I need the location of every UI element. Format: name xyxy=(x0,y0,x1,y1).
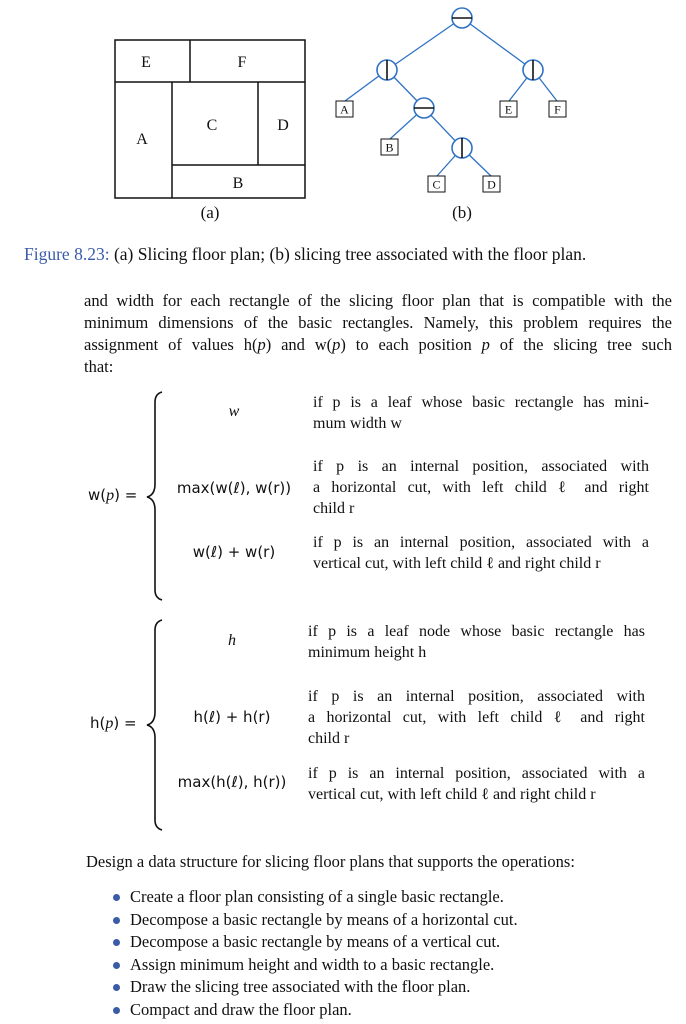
figure-number: Figure 8.23: xyxy=(24,244,110,264)
leaf-label-e: E xyxy=(504,102,513,117)
subfigure-label-b: (b) xyxy=(452,203,472,222)
leaf-label-f: F xyxy=(554,102,561,117)
h-case2-cond: if p is an internal position, associated with a horizontal cut, with left child ℓ and right child r xyxy=(308,688,645,747)
w-case2-expr: max(w(ℓ), w(r)) xyxy=(176,479,292,497)
h-brace xyxy=(147,620,162,830)
leaf-label-a: A xyxy=(340,102,349,117)
plan-label-a: A xyxy=(136,131,148,148)
w-case1-cond: if p is a leaf whose basic rectangle has mini- mum width w xyxy=(313,394,649,432)
h-case3-expr: max(h(ℓ), h(r)) xyxy=(177,773,287,791)
h-case1-cond: if p is a leaf node whose basic rectangle has minimum height h xyxy=(308,623,645,661)
leaf-label-b: B xyxy=(385,140,394,155)
plan-label-f: F xyxy=(237,54,247,71)
caption-text: (a) Slicing floor plan; (b) slicing tree associated with the floor plan. xyxy=(113,244,587,264)
w-brace xyxy=(147,392,162,600)
list-item: Decompose a basic rectangle by means of a vertical cut. xyxy=(112,931,518,954)
list-item: Compact and draw the floor plan. xyxy=(112,999,518,1022)
subfigure-label-a: (a) xyxy=(200,203,220,222)
plan-label-e: E xyxy=(141,54,151,71)
list-item: Create a floor plan consisting of a single basic rectangle. xyxy=(112,886,518,909)
plan-label-b: B xyxy=(232,175,244,192)
design-intro: Design a data structure for slicing floor plans that supports the operations: xyxy=(86,852,575,871)
paragraph-line-4: that: xyxy=(84,357,114,376)
w-case3-cond: if p is an internal position, associated with a vertical cut, with left child ℓ and right child r xyxy=(313,534,649,572)
leaf-label-d: D xyxy=(487,177,496,192)
w-case3-expr: w(ℓ) + w(r) xyxy=(192,543,276,561)
paragraph-line-1: and width for each rectangle of the slicing floor plan that is compatible with the xyxy=(84,291,672,310)
h-case1-expr: h xyxy=(228,632,236,649)
paragraph-line-3: assignment of values h(p) and w(p) to each position p of the slicing tree such xyxy=(84,335,673,354)
h-case2-expr: h(ℓ) + h(r) xyxy=(193,708,271,726)
leaf-label-c: C xyxy=(432,177,441,192)
operations-list xyxy=(112,886,518,1021)
h-case3-cond: if p is an internal position, associated with a vertical cut, with left child ℓ and right child r xyxy=(308,765,645,803)
list-item: Draw the slicing tree associated with the floor plan. xyxy=(112,976,518,999)
w-case2-cond: if p is an internal position, associated with a horizontal cut, with left child ℓ and right child r xyxy=(313,458,649,517)
plan-label-d: D xyxy=(277,117,289,134)
plan-label-c: C xyxy=(206,117,218,134)
w-def-lhs: w(p) = xyxy=(88,486,138,504)
h-def-lhs: h(p) = xyxy=(90,714,137,732)
w-case1-expr: w xyxy=(228,403,240,420)
list-item: Assign minimum height and width to a basic rectangle. xyxy=(112,954,518,977)
list-item: Decompose a basic rectangle by means of a horizontal cut. xyxy=(112,909,518,932)
paragraph-line-2: minimum dimensions of the basic rectangles. Namely, this problem requires the xyxy=(84,313,672,332)
